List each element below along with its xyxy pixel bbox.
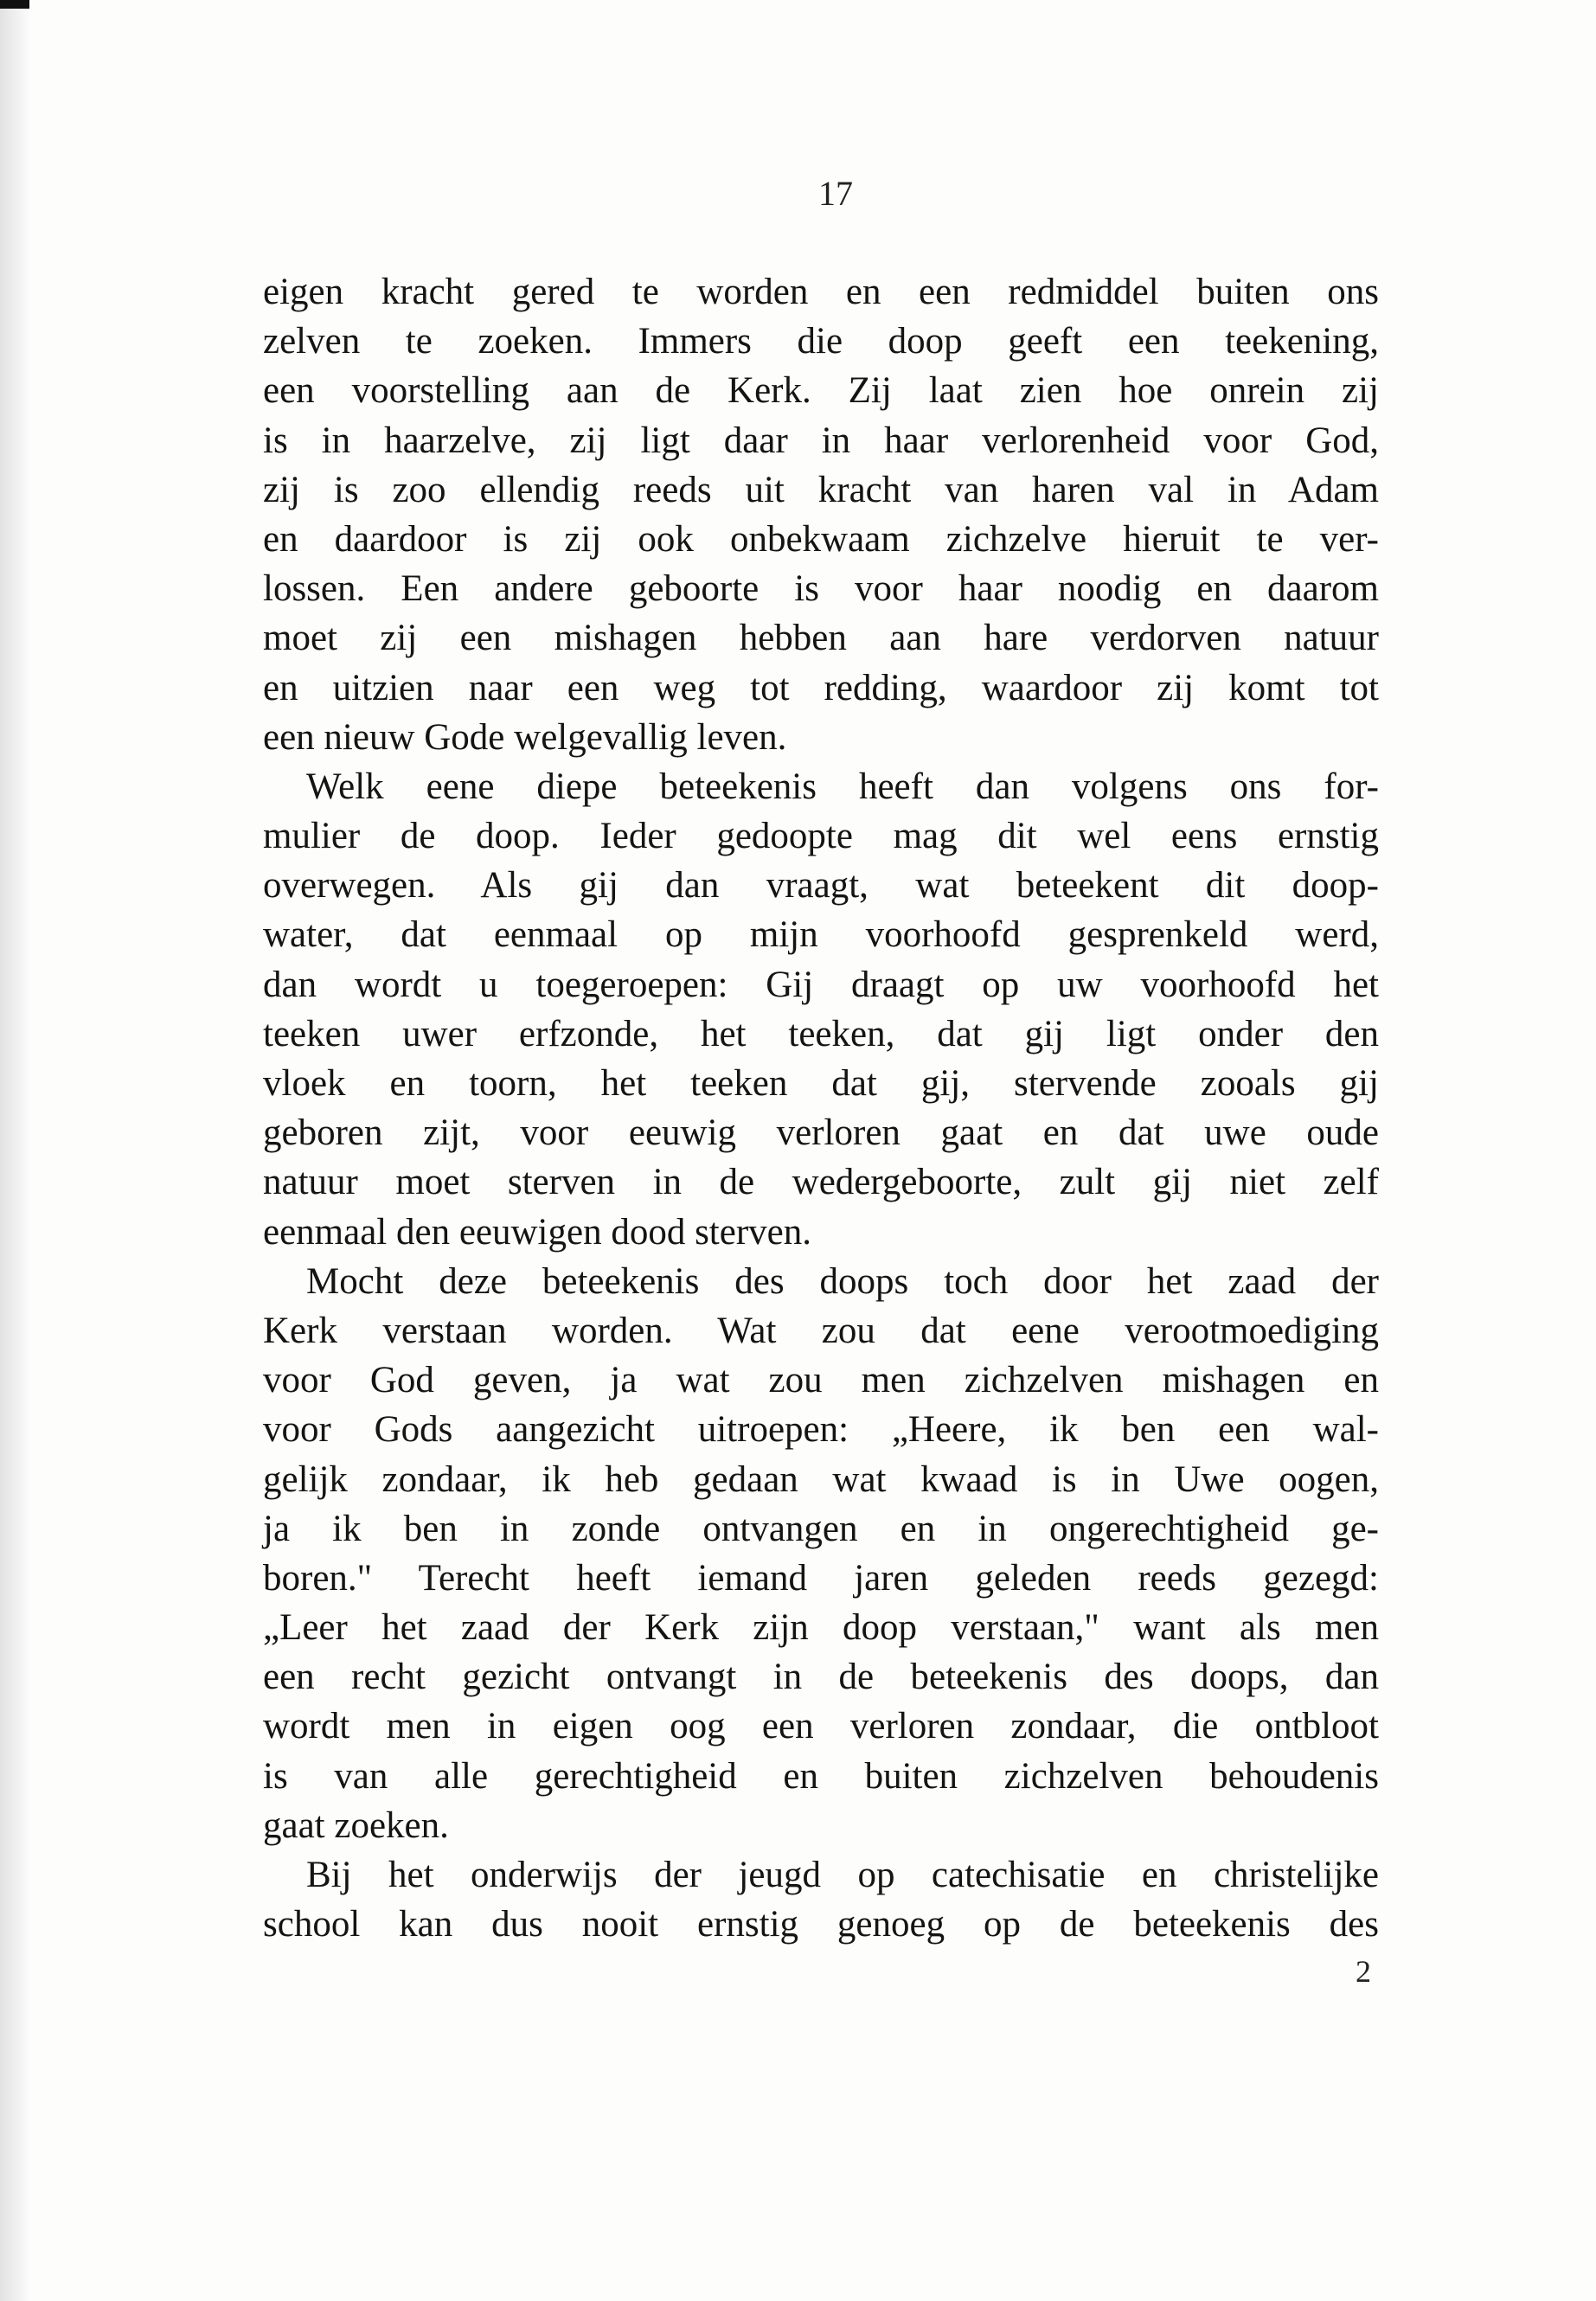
text-line: geboren zijt, voor eeuwig verloren gaat en dat uwe oude	[263, 1112, 1379, 1154]
signature-mark: 2	[1356, 1954, 1371, 1989]
book-page	[29, 0, 1596, 2301]
text-line: dan wordt u toegeroepen: Gij draagt op uw voorhoofd het	[263, 964, 1379, 1005]
text-line: is in haarzelve, zij ligt daar in haar verlorenheid voor God,	[263, 420, 1379, 461]
text-line: gaat zoeken.	[263, 1804, 449, 1846]
text-line: Kerk verstaan worden. Wat zou dat eene verootmoediging	[263, 1310, 1379, 1351]
paragraph-first-line: Mocht deze beteekenis des doops toch door het zaad der	[306, 1260, 1379, 1302]
text-line: een recht gezicht ontvangt in de beteekenis des doops, dan	[263, 1657, 1379, 1698]
text-line: water, dat eenmaal op mijn voorhoofd gesprenkeld werd,	[263, 914, 1379, 956]
text-line: is van alle gerechtigheid en buiten zichzelven behoudenis	[263, 1755, 1379, 1797]
text-line: overwegen. Als gij dan vraagt, wat beteekent dit doop-	[263, 865, 1379, 907]
text-line: eenmaal den eeuwigen dood sterven.	[263, 1211, 811, 1253]
text-line: voor Gods aangezicht uitroepen: „Heere, ik ben een wal-	[263, 1409, 1379, 1451]
text-line: boren." Terecht heeft iemand jaren geleden reeds gezegd:	[263, 1557, 1379, 1599]
text-line: lossen. Een andere geboorte is voor haar noodig en daarom	[263, 568, 1379, 610]
text-line: eigen kracht gered te worden en een redmiddel buiten ons	[263, 272, 1379, 312]
text-line: teeken uwer erfzonde, het teeken, dat gij ligt onder den	[263, 1013, 1379, 1054]
text-line: zij is zoo ellendig reeds uit kracht van haren val in Adam	[263, 469, 1379, 510]
text-line: zelven te zoeken. Immers die doop geeft een teekening,	[263, 321, 1379, 362]
page-edge-shadow	[0, 0, 29, 2301]
text-line: „Leer het zaad der Kerk zijn doop verstaan," want als men	[263, 1607, 1379, 1649]
text-line: wordt men in eigen oog een verloren zondaar, die ontbloot	[263, 1706, 1379, 1747]
text-line: school kan dus nooit ernstig genoeg op de beteekenis des	[263, 1904, 1379, 1945]
text-line: mulier de doop. Ieder gedoopte mag dit wel eens ernstig	[263, 816, 1379, 857]
text-line: een voorstelling aan de Kerk. Zij laat zien hoe onrein zij	[263, 370, 1379, 412]
body-text	[263, 267, 1379, 1949]
text-line: een nieuw Gode welgevallig leven.	[263, 716, 787, 758]
text-line: vloek en toorn, het teeken dat gij, stervende zooals gij	[263, 1063, 1379, 1104]
text-line: moet zij een mishagen hebben aan hare verdorven natuur	[263, 618, 1379, 659]
text-line: voor God geven, ja wat zou men zichzelven mishagen en	[263, 1360, 1379, 1401]
text-line: natuur moet sterven in de wedergeboorte, zult gij niet zelf	[263, 1162, 1379, 1203]
text-line: en uitzien naar een weg tot redding, waardoor zij komt tot	[263, 667, 1379, 708]
page-number: 17	[818, 174, 853, 213]
text-line: ja ik ben in zonde ontvangen en in ongerechtigheid ge-	[263, 1508, 1379, 1549]
text-line: gelijk zondaar, ik heb gedaan wat kwaad is in Uwe oogen,	[263, 1458, 1379, 1500]
text-line: en daardoor is zij ook onbekwaam zichzelve hieruit te ver-	[263, 518, 1379, 560]
paragraph-first-line: Welk eene diepe beteekenis heeft dan volgens ons for-	[306, 766, 1379, 807]
paragraph-first-line: Bij het onderwijs der jeugd op catechisatie en christelijke	[306, 1855, 1379, 1895]
